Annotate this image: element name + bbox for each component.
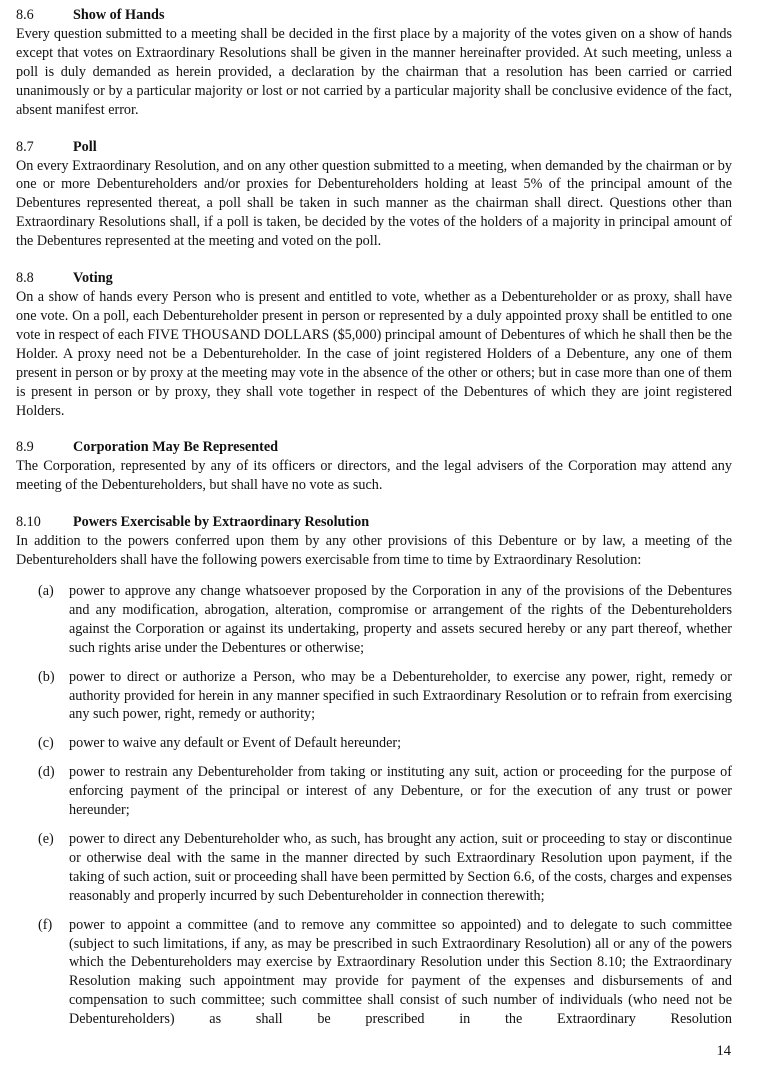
item-label: (d) [38, 764, 55, 781]
section-8-6 [16, 6, 732, 120]
section-8-9 [16, 438, 732, 495]
item-label: (e) [38, 831, 54, 847]
section-number: 8.9 [16, 439, 34, 456]
section-8-7 [16, 138, 732, 252]
section-number: 8.7 [16, 138, 34, 155]
item-text: power to direct any Debentureholder who, as such, has brought any action, suit or proceeding to stay or discontinue or otherwise deal with the same in the manner directed by such Extraordinary Resolution upon payment, if the taking of such action, suit or proceeding shall have been permitted by Section 6.6, of the costs, charges and expenses reasonably and properly incurred by such Debentureholder in connection therewith; [69, 831, 732, 904]
section-body: In addition to the powers conferred upon them by any other provisions of this Debenture or by law, a meeting of the Debentureholders shall have the following powers exercisable from time to time by Extraordinary Resolution: [16, 533, 732, 569]
section-body: Every question submitted to a meeting shall be decided in the first place by a majority of the votes given on a show of hands except that votes on Extraordinary Resolutions shall be given in the manner hereinafter provided. At such meeting, unless a poll is duly demanded as herein provided, a declaration by the chairman that a resolution has been carried or carried unanimously or by a particular majority or lost or not carried by a particular majority shall be conclusive evidence of the fact, absent manifest error. [16, 26, 732, 118]
list-item [38, 763, 732, 820]
section-title: Voting [73, 270, 113, 287]
section-body: On a show of hands every Person who is present and entitled to vote, whether as a Debentureholder or as proxy, shall have one vote. On a poll, each Debentureholder present in person or represented by a duly appointed proxy shall be entitled to one vote in respect of each FIVE THOUSAND DOLLARS ($5,000) principal amount of Debentures of which he shall then be the Holder. A proxy need not be a Debentureholder. In the case of joint registered Holders of a Debenture, any one of them present in person or by proxy at the meeting may vote in the absence of the other or others; but in case more than one of them is present in person or by proxy, they shall vote together in respect of the Debentures of which they are joint registered Holders. [16, 289, 732, 419]
list-item [38, 668, 732, 725]
item-text: power to waive any default or Event of Default hereunder; [69, 735, 402, 752]
item-text: power to restrain any Debentureholder from taking or instituting any suit, action or proceeding for the purpose of enforcing payment of the principal or interest of any Debenture, or for the execution of any trust or power hereunder; [69, 764, 732, 819]
section-title: Show of Hands [73, 7, 165, 23]
section-8-10 [16, 513, 732, 1029]
list-item [38, 830, 732, 906]
item-label: (b) [38, 668, 55, 685]
section-heading [16, 438, 732, 457]
item-label: (a) [38, 583, 54, 600]
section-heading [16, 513, 732, 532]
section-body: On every Extraordinary Resolution, and on any other question submitted to a meeting, when demanded by the chairman or by one or more Debentureholders and/or proxies for Debentureholders holding at least 5% of the principal amount of the Debentures represented thereat, a poll shall be taken in such manner as the chairman shall direct. Questions other than Extraordinary Resolutions shall, if a poll is taken, be decided by the votes of the holders of a majority in principal amount of the Debentures represented at the meeting and voted on the poll. [16, 157, 732, 250]
section-8-8 [16, 269, 732, 420]
section-title: Powers Exercisable by Extraordinary Resolution [73, 514, 370, 531]
section-heading [16, 269, 732, 288]
item-text: power to appoint a committee (and to remove any committee so appointed) and to delegate to such committee (subject to such limitations, if any, as may be prescribed in such Extraordinary Resolution) all or any of the powers which the Debentureholders may exercise by Extraordinary Resolution under this Section 8.10; the Extraordinary Resolution making such appointment may provide for payment of the expenses and disbursements of and compensation to such committee; such committee shall consist of such number of individuals (who need not be Debentureholders) as shall be prescribed in the Extraordinary Resolution [69, 916, 732, 1028]
section-title: Corporation May Be Represented [73, 439, 279, 456]
list-item [38, 582, 732, 658]
section-number: 8.8 [16, 270, 34, 287]
page-number: 14 [716, 1043, 731, 1059]
section-number: 8.10 [16, 514, 41, 531]
document-page [16, 6, 732, 1047]
section-heading [16, 6, 732, 25]
list-item [38, 734, 732, 753]
section-title: Poll [73, 138, 97, 155]
item-label: (f) [38, 916, 53, 933]
section-heading [16, 138, 732, 157]
item-label: (c) [38, 735, 54, 752]
powers-list [16, 582, 732, 1029]
list-item [38, 916, 732, 1029]
section-number: 8.6 [16, 7, 34, 23]
item-text: power to approve any change whatsoever proposed by the Corporation in any of the provisions of the Debentures and any modification, abrogation, alteration, compromise or arrangement of the rights of the Debentureholders against the Corporation or against its undertaking, property and assets secured hereby or any part thereof, whether such rights arise under the Debentures or otherwise; [69, 583, 732, 656]
section-body: The Corporation, represented by any of its officers or directors, and the legal advisers of the Corporation may attend any meeting of the Debentureholders, but shall have no vote as such. [16, 458, 732, 494]
item-text: power to direct or authorize a Person, who may be a Debentureholder, to exercise any power, right, remedy or authority provided for herein in any manner specified in such Extraordinary Resolution or to refrain from exercising any such power, right, remedy or authority; [69, 668, 732, 723]
